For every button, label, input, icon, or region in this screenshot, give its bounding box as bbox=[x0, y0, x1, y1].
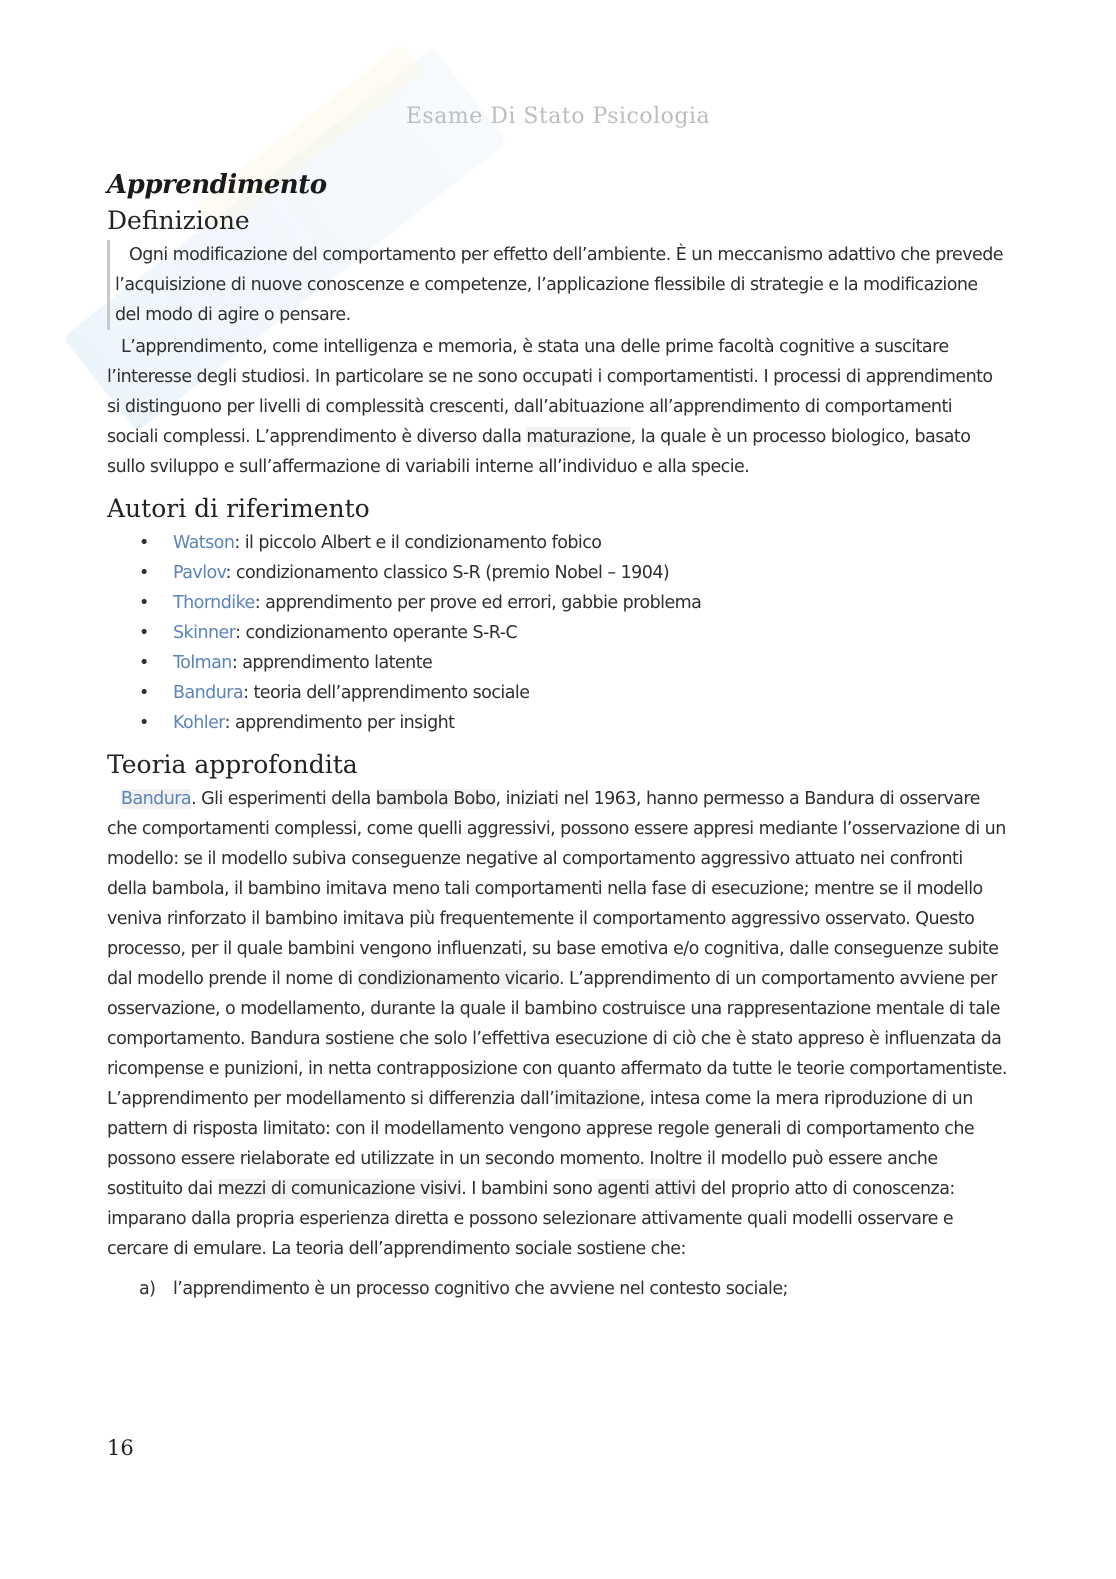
author-name: Watson bbox=[173, 533, 235, 553]
teoria-list bbox=[107, 1274, 1007, 1304]
text-run: del proprio atto di conoscenza: imparano dalla propria esperienza diretta e possono selezionare attivamente quali modelli osservare e cercare di emulare. La teoria dell’apprendimento sociale sostiene che: bbox=[107, 1179, 955, 1259]
highlight-maturazione: maturazione bbox=[526, 427, 631, 447]
section-title: Apprendimento bbox=[107, 170, 327, 200]
author-name: Skinner bbox=[173, 623, 236, 643]
heading-teoria: Teoria approfondita bbox=[107, 750, 358, 779]
teoria-paragraph bbox=[107, 784, 1007, 1264]
text-run: . I bambini sono bbox=[461, 1179, 598, 1199]
author-name: Pavlov bbox=[173, 563, 226, 583]
page-number: 16 bbox=[107, 1436, 134, 1460]
author-description: : condizionamento operante S-R-C bbox=[235, 623, 518, 643]
author-description: : teoria dell’apprendimento sociale bbox=[243, 683, 530, 703]
definition-quote: Ogni modificazione del comportamento per effetto dell’ambiente. È un meccanismo adattivo che prevede l’acquisizione di nuove conoscenze e competenze, l’applicazione flessibile di strategie e la modificazione del modo di agire o pensare. bbox=[107, 240, 1007, 330]
author-name: Kohler bbox=[173, 713, 225, 733]
list-marker: a) bbox=[139, 1279, 156, 1299]
heading-autori: Autori di riferimento bbox=[107, 494, 370, 523]
highlight-mezzi-comunicazione: mezzi di comunicazione visivi bbox=[217, 1179, 462, 1199]
author-description: : condizionamento classico S-R (premio Nobel – 1904) bbox=[225, 563, 670, 583]
running-header: Esame Di Stato Psicologia bbox=[405, 104, 711, 129]
list-item bbox=[139, 678, 1007, 708]
author-name: Bandura bbox=[121, 789, 192, 809]
page-content bbox=[107, 164, 1007, 1304]
text-run: , la quale è un processo biologico, basato sullo sviluppo e sull’affermazione di variabili interne all’individuo e alla specie. bbox=[107, 427, 971, 477]
text-run: . L’apprendimento di un comportamento avviene per osservazione, o modellamento, durante la quale il bambino costruisce una rappresentazione mentale di tale comportamento. Bandura sostiene che solo l’effettiva esecuzione di ciò che è stato appreso è influenzata da ricompense e punizioni, in netta contrapposizione con quanto affermato da tutte le teorie comportamentiste. L’apprendimento per modellamento si differenzia dall’ bbox=[107, 969, 1007, 1109]
highlight-condizionamento-vicario: condizionamento vicario bbox=[357, 969, 559, 989]
author-description: : apprendimento per insight bbox=[224, 713, 455, 733]
author-name: Thorndike bbox=[173, 593, 255, 613]
list-item bbox=[139, 648, 1007, 678]
list-item bbox=[139, 558, 1007, 588]
author-description: : apprendimento per prove ed errori, gabbie problema bbox=[254, 593, 702, 613]
list-item bbox=[139, 588, 1007, 618]
text-run: , iniziati nel 1963, hanno permesso a Bandura di osservare che comportamenti complessi, come quelli aggressivi, possono essere appresi mediante l’osservazione di un modello: se il modello subiva conseguenze negative al comportamento aggressivo attuato nei confronti della bambola, il bambino imitava meno tali comportamenti nella fase di esecuzione; mentre se il modello veniva rinforzato il bambino imitava più frequentemente il comportamento aggressivo osservato. Questo processo, per il quale bambini vengono influenzati, su base emotiva e/o cognitiva, dalle conseguenze subite dal modello prende il nome di bbox=[107, 789, 1006, 989]
list-text: l’apprendimento è un processo cognitivo che avviene nel contesto sociale; bbox=[173, 1279, 788, 1299]
list-item bbox=[139, 618, 1007, 648]
heading-definizione: Definizione bbox=[107, 206, 250, 235]
definition-paragraph bbox=[107, 332, 1007, 482]
text-run: . Gli esperimenti della bbox=[191, 789, 376, 809]
list-item bbox=[139, 1274, 1007, 1304]
list-item bbox=[139, 708, 1007, 738]
authors-list bbox=[107, 528, 1007, 738]
author-name: Bandura bbox=[173, 683, 244, 703]
text-run: , intesa come la mera riproduzione di un pattern di risposta limitato: con il modellamento vengono apprese regole generali di comportamento che possono essere rielaborate ed utilizzate in un secondo momento. Inoltre il modello può essere anche sostituito dai bbox=[107, 1089, 975, 1199]
author-description: : apprendimento latente bbox=[231, 653, 433, 673]
highlight-agenti-attivi: agenti attivi bbox=[597, 1179, 696, 1199]
highlight-imitazione: imitazione bbox=[554, 1089, 640, 1109]
highlight-bambola-bobo: bambola Bobo bbox=[375, 789, 496, 809]
author-description: : il piccolo Albert e il condizionamento fobico bbox=[234, 533, 602, 553]
author-name: Tolman bbox=[173, 653, 232, 673]
text-run: L’apprendimento, come intelligenza e memoria, è stata una delle prime facoltà cognitive a suscitare l’interesse degli studiosi. In particolare se ne sono occupati i comportamentisti. I processi di apprendimento si distinguono per livelli di complessità crescenti, dall’abituazione all’apprendimento di comportamenti sociali complessi. L’apprendimento è diverso dalla bbox=[107, 337, 993, 447]
list-item bbox=[139, 528, 1007, 558]
